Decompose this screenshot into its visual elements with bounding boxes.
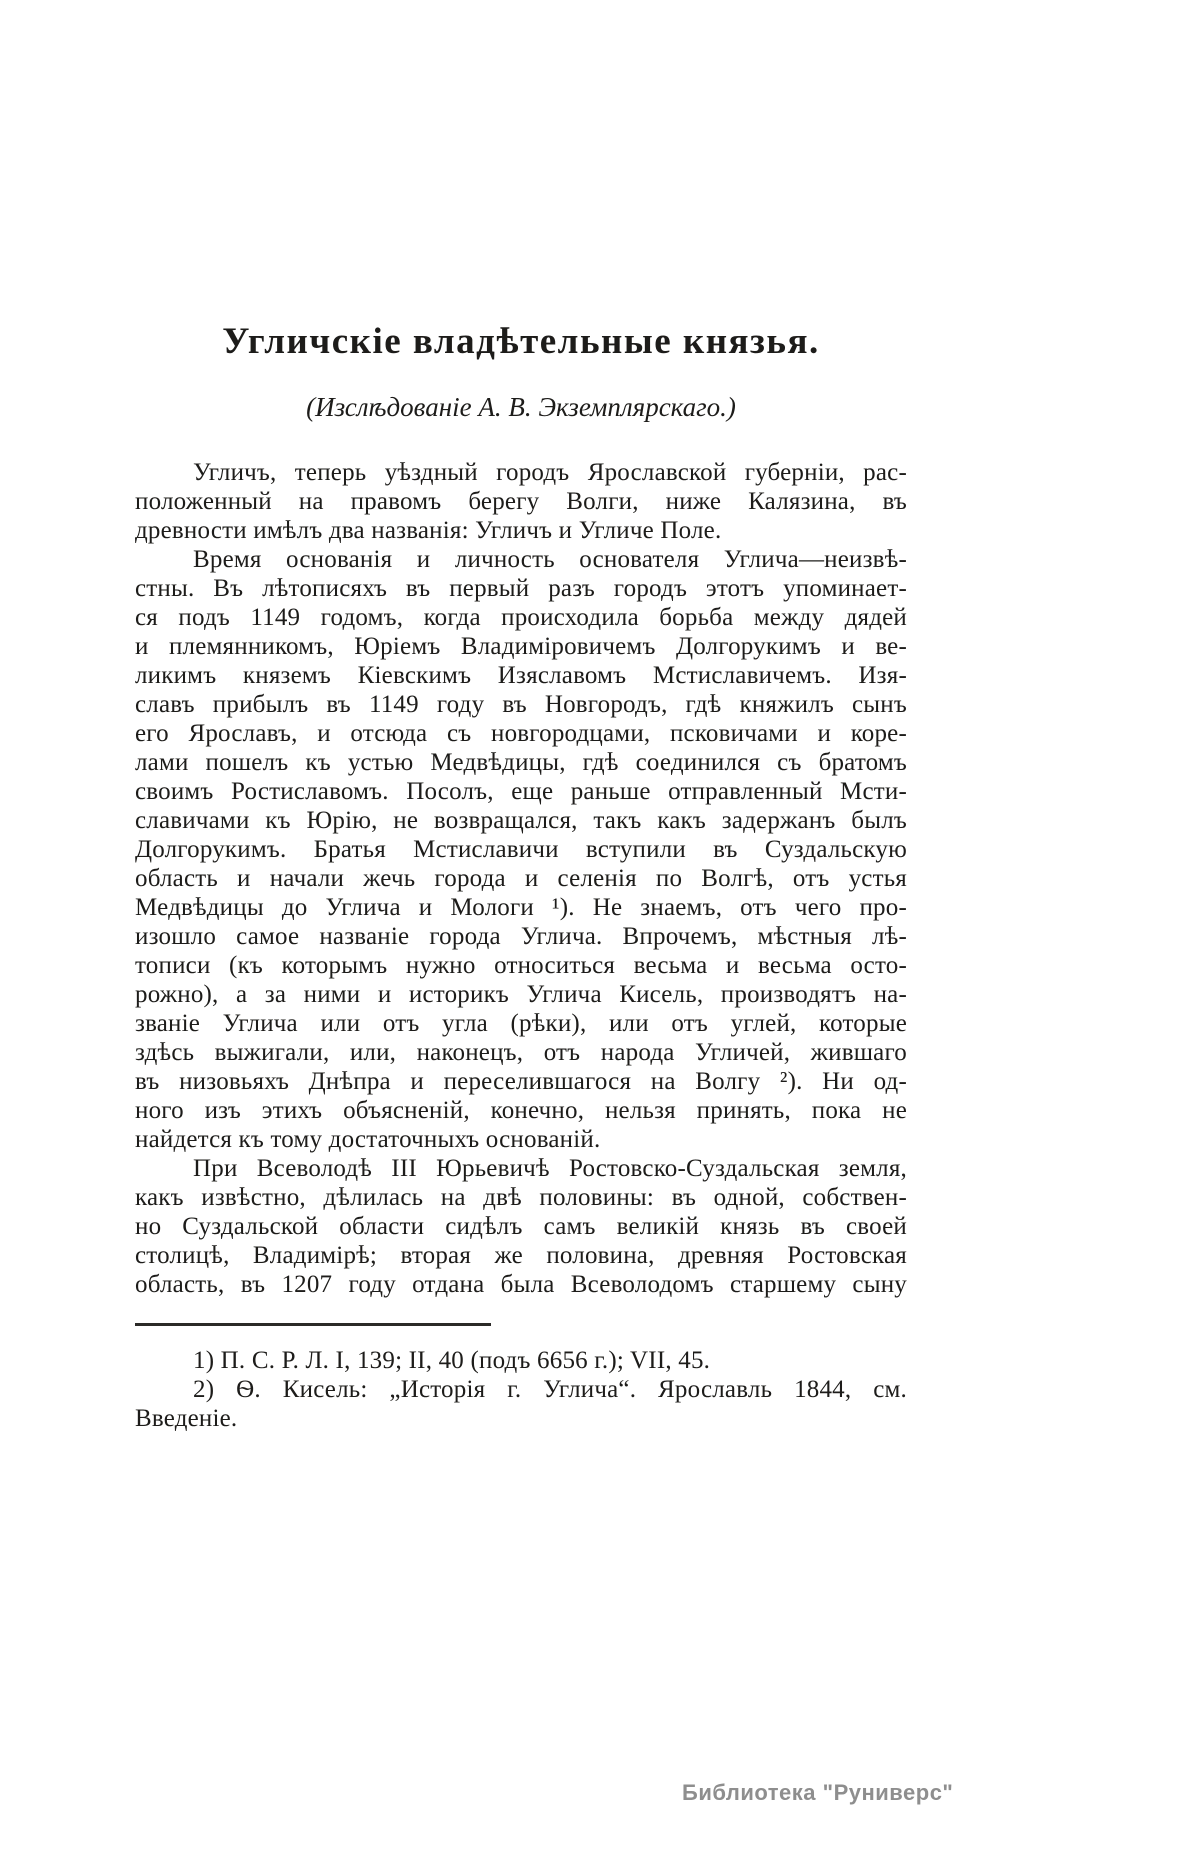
body-text bbox=[135, 458, 907, 1299]
text-line: славичами къ Юрію, не возвращался, такъ какъ задержанъ былъ bbox=[135, 806, 907, 834]
text-line: въ низовьяхъ Днѣпра и переселившагося на Волгу ²). Ни од- bbox=[135, 1067, 907, 1095]
text-line: и племянникомъ, Юріемъ Владиміровичемъ Долгорукимъ и ве- bbox=[135, 632, 907, 660]
text-line: При Всеволодѣ III Юрьевичѣ Ростовско-Суздальская земля, bbox=[193, 1154, 907, 1182]
paragraph bbox=[135, 458, 907, 545]
text-line: какъ извѣстно, дѣлилась на двѣ половины: въ одной, собствен- bbox=[135, 1183, 907, 1211]
text-line: Долгорукимъ. Братья Мстиславичи вступили въ Суздальскую bbox=[135, 835, 907, 863]
paragraph bbox=[135, 1154, 907, 1299]
text-line: столицѣ, Владимірѣ; вторая же половина, древняя Ростовская bbox=[135, 1241, 907, 1269]
text-line: Медвѣдицы до Углича и Мологи ¹). Не знаемъ, отъ чего про- bbox=[135, 893, 907, 921]
paragraph bbox=[135, 1346, 907, 1375]
text-line: тописи (къ которымъ нужно относиться весьма и весьма осто- bbox=[135, 951, 907, 979]
page-title: Угличскіе владѣтельные князья. bbox=[222, 321, 820, 362]
text-line: званіе Углича или отъ угла (рѣки), или отъ углей, которые bbox=[135, 1009, 907, 1037]
text-line: область и начали жечь города и селенія по Волгѣ, отъ устья bbox=[135, 864, 907, 892]
text-line: найдется къ тому достаточныхъ основаній. bbox=[135, 1125, 601, 1153]
text-line: Введеніе. bbox=[135, 1404, 238, 1432]
text-line: 2) Ѳ. Кисель: „Исторія г. Углича“. Ярославль 1844, см. bbox=[193, 1375, 907, 1403]
text-line: древности имѣлъ два названія: Угличъ и Угличе Поле. bbox=[135, 516, 722, 544]
text-line: но Суздальской области сидѣлъ самъ великій князь въ своей bbox=[135, 1212, 907, 1240]
text-line: ликимъ княземъ Кіевскимъ Изяславомъ Мстиславичемъ. Изя- bbox=[135, 661, 907, 689]
text-line: здѣсь выжигали, или, наконецъ, отъ народа Угличей, жившаго bbox=[135, 1038, 907, 1066]
text-line: своимъ Ростиславомъ. Посолъ, еще раньше отправленный Мсти- bbox=[135, 777, 907, 805]
footnotes bbox=[135, 1346, 907, 1433]
text-line: Угличъ, теперь уѣздный городъ Ярославской губерніи, рас- bbox=[193, 458, 907, 486]
text-line: стны. Въ лѣтописяхъ въ первый разъ городъ этотъ упоминает- bbox=[135, 574, 907, 602]
paragraph bbox=[135, 545, 907, 1154]
page-subtitle: (Изслѣдованіе А. В. Экземплярскаго.) bbox=[306, 392, 736, 423]
text-line: область, въ 1207 году отдана была Всеволодомъ старшему сыну bbox=[135, 1270, 907, 1298]
text-line: 1) П. С. Р. Л. I, 139; II, 40 (подъ 6656 г.); VII, 45. bbox=[193, 1346, 711, 1374]
text-line: изошло самое названіе города Углича. Впрочемъ, мѣстныя лѣ- bbox=[135, 922, 907, 950]
paragraph bbox=[135, 1375, 907, 1433]
text-line: славъ прибылъ въ 1149 году въ Новгородъ, гдѣ княжилъ сынъ bbox=[135, 690, 907, 718]
text-line: Время основанія и личность основателя Углича—неизвѣ- bbox=[193, 545, 907, 573]
text-line: лами пошелъ къ устью Медвѣдицы, гдѣ соединился съ братомъ bbox=[135, 748, 907, 776]
library-watermark: Библиотека "Руниверс" bbox=[682, 1780, 954, 1805]
text-line: рожно), а за ними и историкъ Углича Кисель, производятъ на- bbox=[135, 980, 907, 1008]
text-line: ного изъ этихъ объясненій, конечно, нельзя принять, пока не bbox=[135, 1096, 907, 1124]
text-line: положенный на правомъ берегу Волги, ниже Калязина, въ bbox=[135, 487, 907, 515]
text-line: его Ярославъ, и отсюда съ новгородцами, псковичами и коре- bbox=[135, 719, 907, 747]
footnote-separator-rule bbox=[135, 1323, 491, 1326]
text-block bbox=[135, 320, 907, 1433]
text-line: ся подъ 1149 годомъ, когда происходила борьба между дядей bbox=[135, 603, 907, 631]
